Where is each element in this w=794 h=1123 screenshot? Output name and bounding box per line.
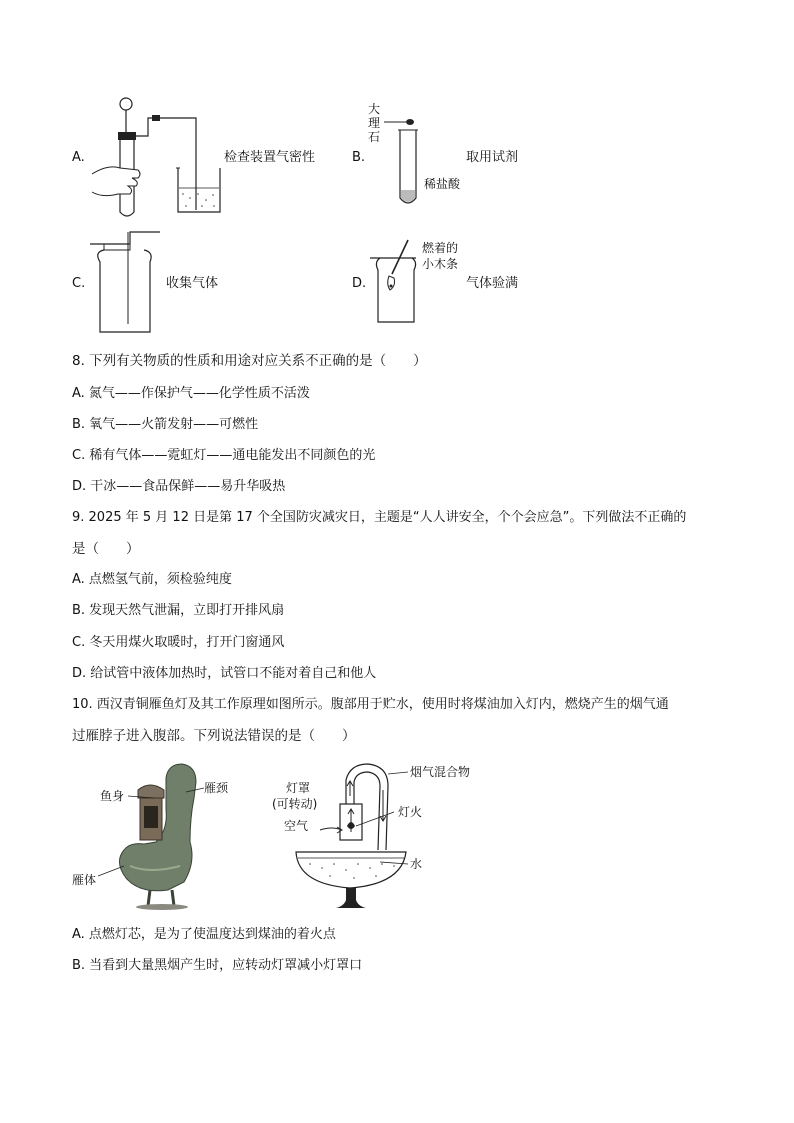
option-caption-d: 气体验满 — [466, 276, 519, 291]
label-smoke-mixture: 烟气混合物 — [410, 765, 471, 779]
option-d: D. 给试管中液体加热时，试管口不能对着自己和他人 — [72, 666, 377, 681]
leader-line — [186, 786, 206, 796]
airtightness-apparatus-diagram — [88, 94, 228, 222]
test-tube-marble-diagram — [384, 114, 434, 212]
label-marble: 大理石 — [368, 102, 381, 144]
question-stem-line1: 9. 2025 年 5 月 12 日是第 17 个全国防灾减灾日，主题是“人人讲安全，个个会应急”。下列做法不正确的 — [72, 510, 687, 525]
option-letter-a: A. — [72, 150, 85, 165]
option-c: C. 稀有气体——霓虹灯——通电能发出不同颜色的光 — [72, 448, 376, 463]
label-water: 水 — [410, 857, 423, 871]
option-caption-b: 取用试剂 — [466, 150, 519, 165]
option-b: B. 发现天然气泄漏，立即打开排风扇 — [72, 603, 285, 618]
option-letter-b: B. — [352, 150, 366, 165]
label-goose-body: 雁体 — [72, 873, 97, 887]
label-burning-stick-line1: 燃着的 — [422, 241, 459, 255]
label-burning-stick-line2: 小木条 — [422, 257, 459, 271]
option-caption-c: 收集气体 — [166, 276, 219, 291]
option-caption-a: 检查装置气密性 — [224, 150, 316, 165]
label-air: 空气 — [284, 819, 309, 833]
label-fish-body: 鱼身 — [100, 789, 125, 803]
label-dilute-hcl: 稀盐酸 — [424, 177, 461, 191]
option-b: B. 当看到大量黑烟产生时，应转动灯罩减小灯罩口 — [72, 958, 363, 973]
option-letter-d: D. — [352, 276, 367, 291]
question-stem: 8. 下列有关物质的性质和用途对应关系不正确的是（ ） — [72, 353, 427, 369]
question-stem-line2: 过雁脖子进入腹部。下列说法错误的是（ ） — [72, 728, 356, 744]
bronze-goose-fish-lamp-photo — [110, 758, 210, 910]
option-a: A. 点燃氢气前，须检验纯度 — [72, 572, 232, 587]
leader-line — [128, 792, 158, 802]
option-b: B. 氧气——火箭发射——可燃性 — [72, 417, 259, 432]
leader-line — [98, 864, 128, 880]
option-c: C. 冬天用煤火取暖时，打开门窗通风 — [72, 635, 285, 650]
gas-full-test-diagram — [368, 236, 428, 326]
label-flame: 灯火 — [398, 805, 423, 819]
label-goose-neck: 雁颈 — [204, 781, 229, 795]
question-stem-line2: 是（ ） — [72, 541, 140, 557]
gas-collection-bottle-diagram — [88, 228, 154, 336]
label-lampshade: 灯罩 — [286, 781, 311, 795]
question-stem-line1: 10. 西汉青铜雁鱼灯及其工作原理如图所示。腹部用于贮水，使用时将煤油加入灯内，燃烧产生的烟气通 — [72, 697, 669, 712]
label-rotatable: (可转动) — [272, 797, 318, 811]
option-a: A. 点燃灯芯，是为了使温度达到煤油的着火点 — [72, 927, 336, 942]
option-a: A. 氮气——作保护气——化学性质不活泼 — [72, 386, 310, 401]
option-d: D. 干冰——食品保鲜——易升华吸热 — [72, 479, 286, 494]
option-letter-c: C. — [72, 276, 86, 291]
